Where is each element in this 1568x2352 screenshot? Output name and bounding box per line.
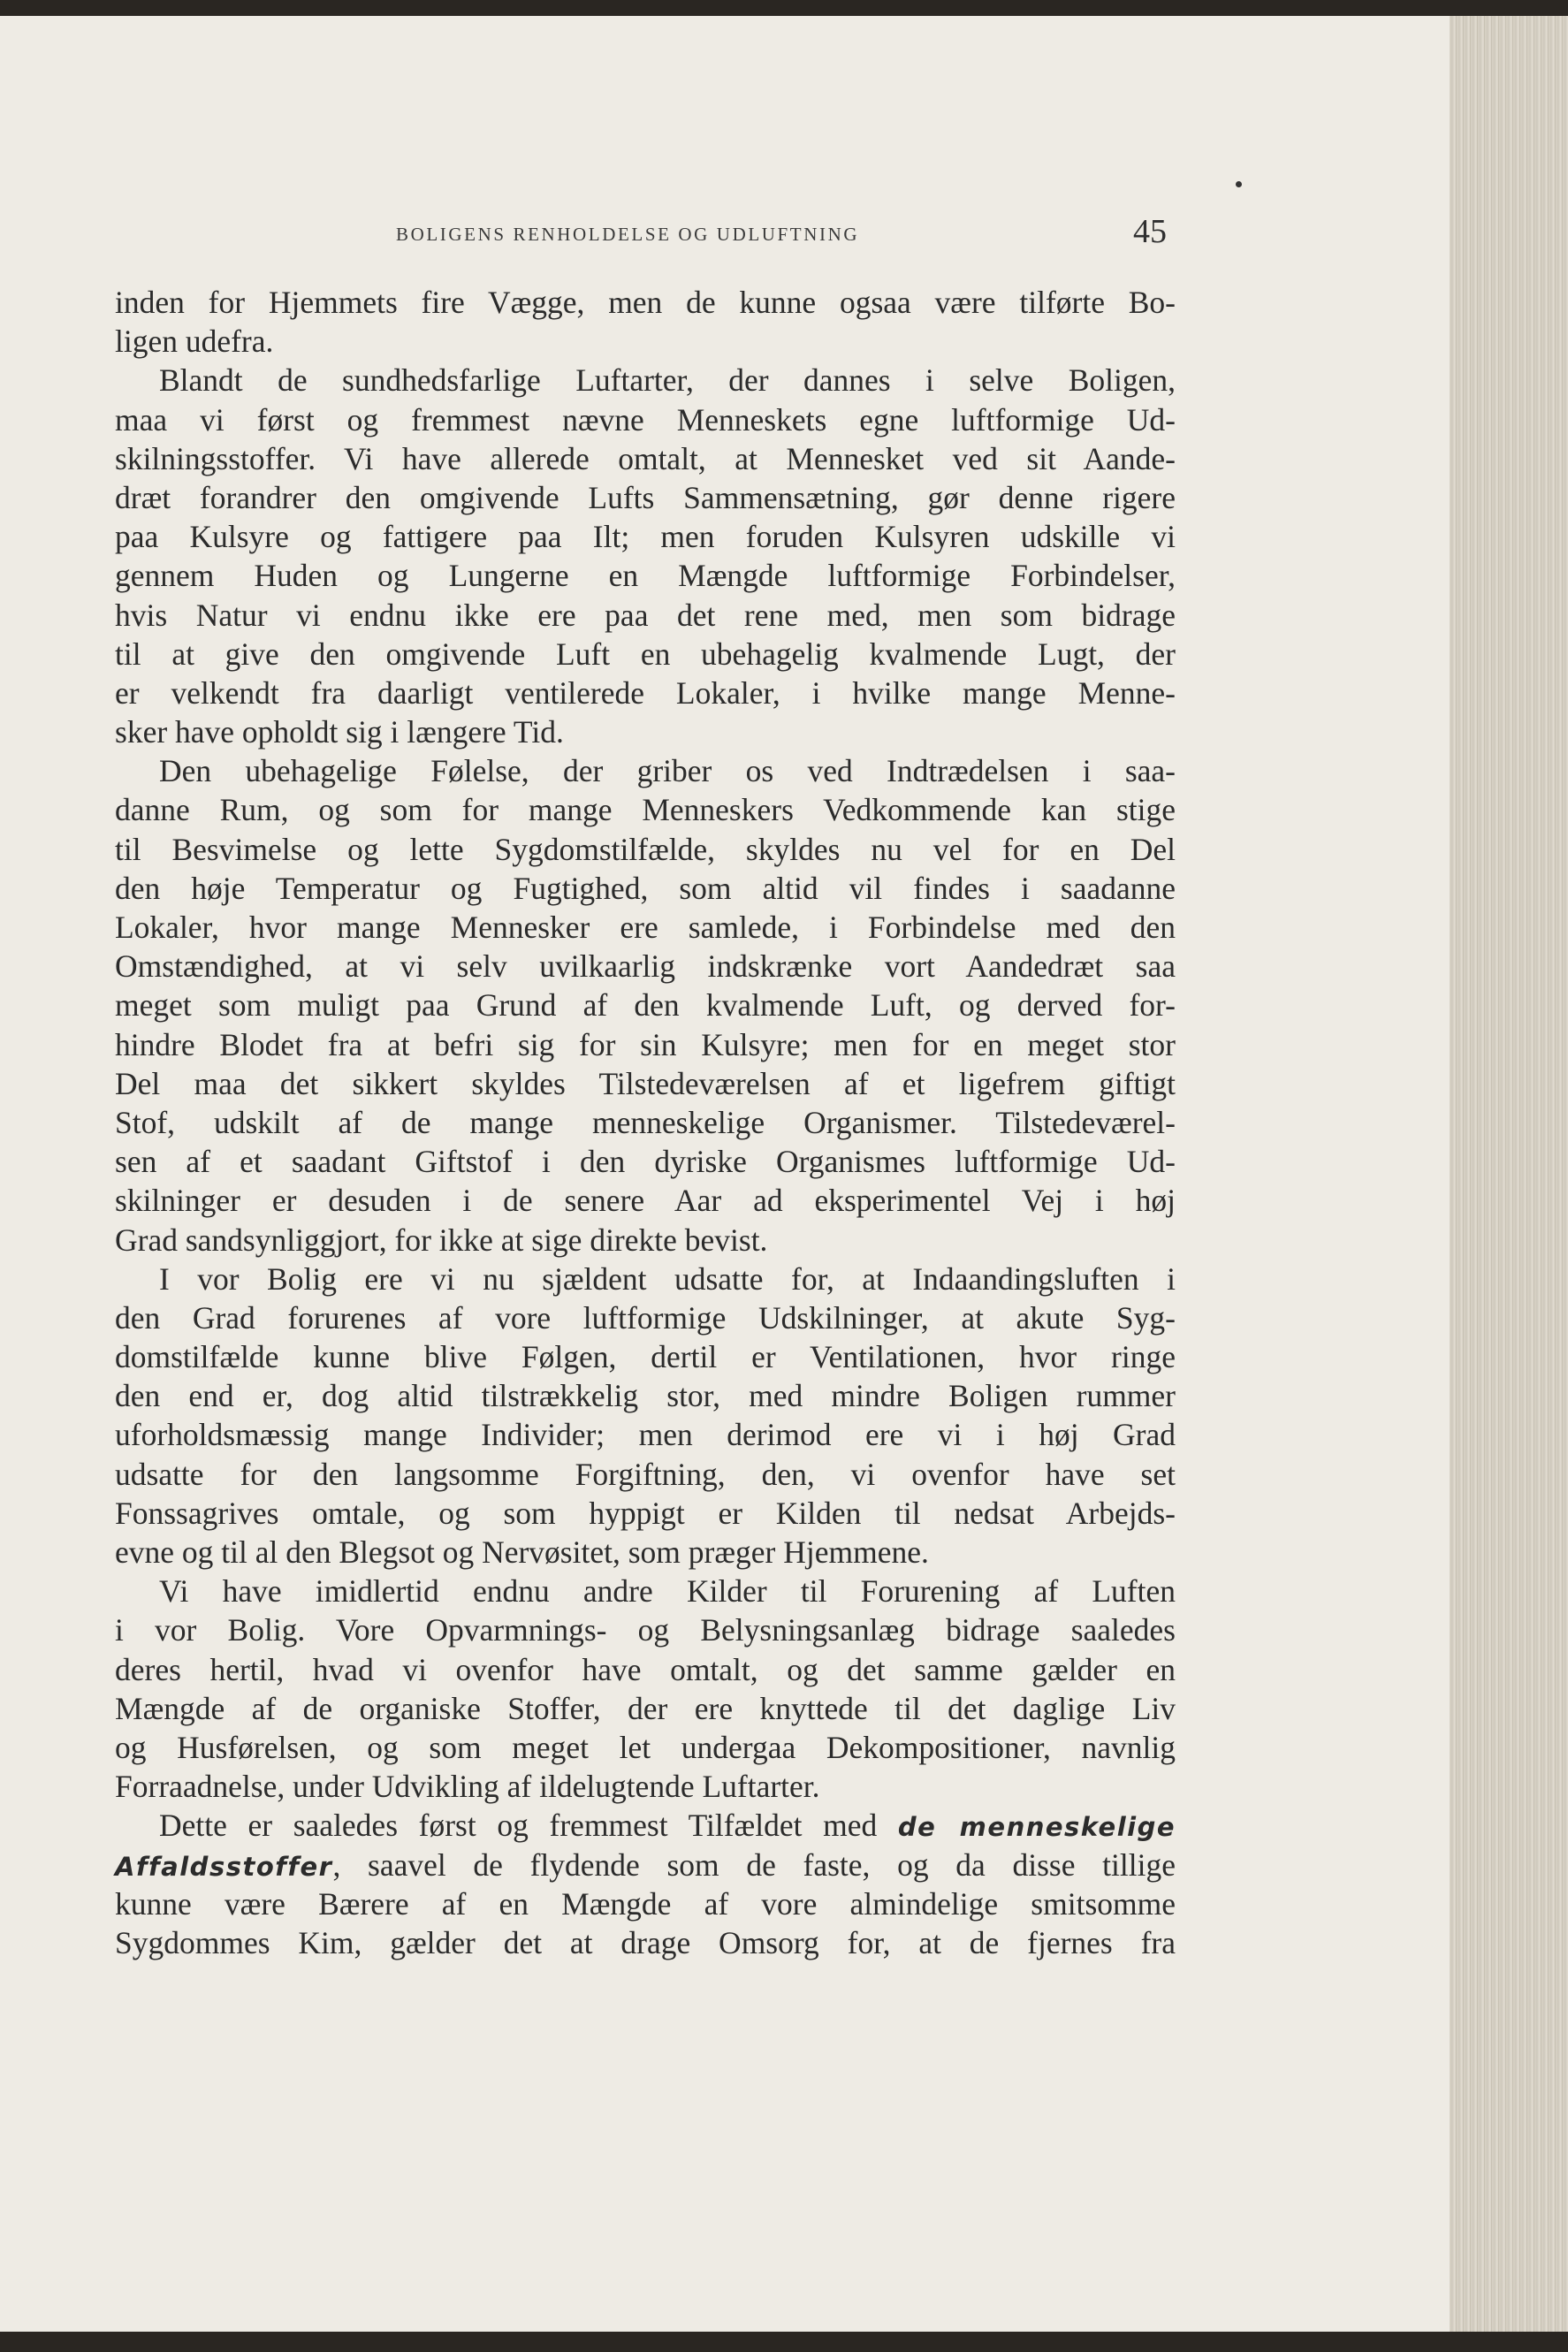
text-line: deres hertil, hvad vi ovenfor have omtalt, og det samme gælder en: [115, 1651, 1176, 1687]
text-line: Stof, udskilt af de mange menneskelige Organismer. Tilstedeværel-: [115, 1104, 1176, 1140]
text-line: Den ubehagelige Følelse, der griber os ved Indtrædelsen i saa-: [159, 753, 1176, 789]
text-line: I vor Bolig ere vi nu sjældent udsatte for, at Indaandingsluften i: [159, 1260, 1176, 1297]
body-text: [115, 283, 1176, 1962]
text-line: kunne være Bærere af en Mængde af vore almindelige smitsomme: [115, 1885, 1176, 1922]
emphasized-term: de menneskelige: [897, 1812, 1176, 1843]
text-line: er velkendt fra daarligt ventilerede Lokaler, i hvilke mange Menne-: [115, 674, 1176, 711]
text-line: meget som muligt paa Grund af den kvalmende Luft, og derved for-: [115, 987, 1176, 1024]
emphasized-term: Affaldsstoffer: [115, 1851, 333, 1882]
text-line: Forraadnelse, under Udvikling af ildelugtende Luftarter.: [115, 1769, 820, 1805]
text-line: sker have opholdt sig i længere Tid.: [115, 714, 564, 750]
text-line: den høje Temperatur og Fugtighed, som altid vil findes i saadanne: [115, 870, 1176, 906]
text-line: [115, 1846, 1176, 1884]
text-line: og Husførelsen, og som meget let undergaa Dekompositioner, navnlig: [115, 1729, 1176, 1765]
text-line: til Besvimelse og lette Sygdomstilfælde, skyldes nu vel for en Del: [115, 831, 1176, 867]
text-line: den end er, dog altid tilstrækkelig stor, med mindre Boligen rummer: [115, 1378, 1176, 1414]
text-line: ligen udefra.: [115, 323, 274, 360]
text-line: skilningsstoffer. Vi have allerede omtalt, at Mennesket ved sit Aande-: [115, 440, 1176, 476]
text-line: til at give den omgivende Luft en ubehagelig kvalmende Lugt, der: [115, 636, 1176, 672]
text-line: Del maa det sikkert skyldes Tilstedeværelsen af et ligefrem giftigt: [115, 1065, 1176, 1101]
text-line: [115, 1806, 1176, 1845]
text-line: evne og til al den Blegsot og Nervøsitet, som præger Hjemmene.: [115, 1534, 929, 1570]
text-line: udsatte for den langsomme Forgiftning, den, vi ovenfor have set: [115, 1456, 1176, 1492]
text-line: gennem Huden og Lungerne en Mængde luftformige Forbindelser,: [115, 558, 1176, 594]
text-line: Mængde af de organiske Stoffer, der ere knyttede til det daglige Liv: [115, 1690, 1176, 1726]
page-number: 45: [1133, 213, 1167, 250]
text-line: Fonssagrives omtale, og som hyppigt er Kilden til nedsat Arbejds-: [115, 1495, 1176, 1531]
text-line: paa Kulsyre og fattigere paa Ilt; men foruden Kulsyren udskille vi: [115, 519, 1176, 555]
text-line: hindre Blodet fra at befri sig for sin Kulsyre; men for en meget stor: [115, 1026, 1176, 1062]
text-line: den Grad forurenes af vore luftformige Udskilninger, at akute Syg-: [115, 1299, 1176, 1336]
page-edges: [1450, 16, 1568, 2332]
text-line: dræt forandrer den omgivende Lufts Sammensætning, gør denne rigere: [115, 479, 1176, 515]
text-line: Omstændighed, at vi selv uvilkaarlig indskrænke vort Aandedræt saa: [115, 948, 1176, 985]
text-line: hvis Natur vi endnu ikke ere paa det rene med, men som bidrage: [115, 597, 1176, 633]
text-line: Sygdommes Kim, gælder det at drage Omsorg for, at de fjernes fra: [115, 1924, 1176, 1960]
text-run: Dette er saaledes først og fremmest Tilfældet med: [159, 1808, 878, 1844]
text-line: uforholdsmæssig mange Individer; men derimod ere vi i høj Grad: [115, 1417, 1176, 1453]
text-line: danne Rum, og som for mange Menneskers Vedkommende kan stige: [115, 792, 1176, 828]
ink-dot: [1236, 181, 1242, 187]
text-line: domstilfælde kunne blive Følgen, dertil er Ventilationen, hvor ringe: [115, 1339, 1176, 1375]
text-line: Lokaler, hvor mange Mennesker ere samlede, i Forbindelse med den: [115, 910, 1176, 945]
text-line: inden for Hjemmets fire Vægge, men de kunne ogsaa være tilførte Bo-: [115, 285, 1176, 320]
text-line: Blandt de sundhedsfarlige Luftarter, der dannes i selve Boligen,: [159, 362, 1176, 399]
text-line: skilninger er desuden i de senere Aar ad eksperimentel Vej i høj: [115, 1183, 1176, 1219]
text-line: i vor Bolig. Vore Opvarmnings- og Belysningsanlæg bidrage saaledes: [115, 1612, 1176, 1648]
text-line: Vi have imidlertid endnu andre Kilder til Forurening af Luften: [159, 1573, 1176, 1610]
text-run: , saavel de flydende som de faste, og da disse tillige: [332, 1846, 1176, 1883]
running-header: BOLIGENS RENHOLDELSE OG UDLUFTNING: [396, 224, 860, 245]
text-line: maa vi først og fremmest nævne Menneskets egne luftformige Ud-: [115, 401, 1176, 438]
text-line: sen af et saadant Giftstof i den dyriske Organismes luftformige Ud-: [115, 1144, 1176, 1180]
text-line: Grad sandsynliggjort, for ikke at sige direkte bevist.: [115, 1222, 768, 1258]
